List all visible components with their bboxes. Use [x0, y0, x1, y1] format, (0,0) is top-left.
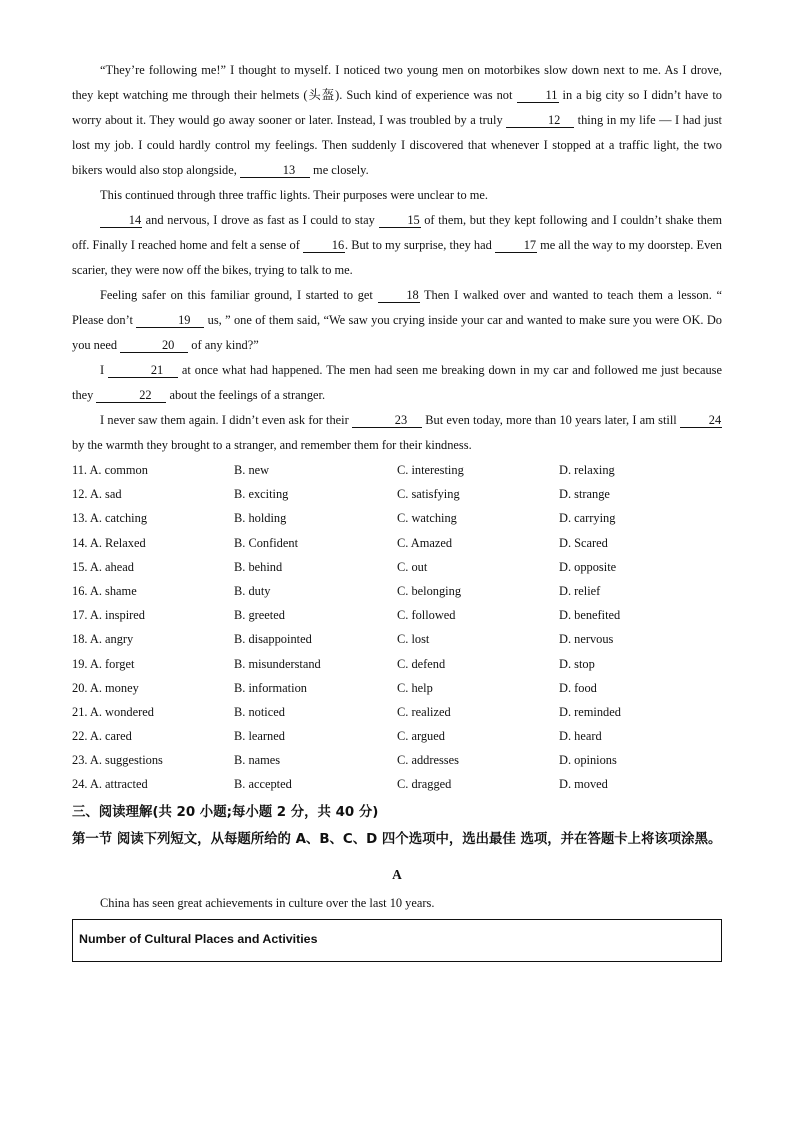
- option-c: C. dragged: [397, 777, 452, 792]
- option-c: C. realized: [397, 704, 451, 719]
- passage-paragraph-4: [72, 283, 722, 358]
- passage-paragraph-1: [72, 58, 722, 183]
- text: at once what had happened. The men had seen me breaking down in my car and followed me just because they: [72, 363, 722, 402]
- option-row-18: [72, 627, 722, 651]
- option-b: B. new: [234, 463, 270, 477]
- text: I: [100, 363, 109, 377]
- text: me closely.: [309, 163, 369, 177]
- text: in a big city so I didn’t have to worry about it. They would go away sooner or later. Instead, I was troubled by a truly: [72, 88, 722, 127]
- text: and nervous, I drove as fast as I could to stay: [142, 213, 379, 227]
- exam-page: [72, 58, 722, 962]
- option-b: B. disappointed: [234, 632, 312, 647]
- option-c: C. belonging: [397, 583, 462, 598]
- option-b: B. noticed: [234, 704, 285, 719]
- text: But even today, more than 10 years later, I am still: [422, 413, 680, 427]
- blank-17: 17: [495, 238, 537, 253]
- option-c: C. help: [397, 680, 433, 695]
- option-row-20: [72, 676, 722, 700]
- option-d: D. stop: [559, 656, 595, 671]
- option-c: C. lost: [397, 632, 430, 647]
- option-b: B. exciting: [234, 487, 289, 502]
- passage-paragraph-5: [72, 358, 722, 408]
- option-row-23: [72, 748, 722, 772]
- blank-14: 14: [100, 213, 142, 228]
- option-row-19: [72, 652, 722, 676]
- option-a: 22. A. cared: [72, 729, 132, 744]
- option-b: B. names: [234, 753, 281, 768]
- option-c: C. addresses: [397, 753, 459, 768]
- option-d: D. benefited: [559, 608, 621, 623]
- option-d: D. relief: [559, 583, 601, 598]
- option-a: 14. A. Relaxed: [72, 535, 146, 550]
- option-row-16: [72, 579, 722, 603]
- option-d: D. food: [559, 680, 597, 695]
- option-a: 16. A. shame: [72, 583, 137, 598]
- option-c: C. satisfying: [397, 487, 460, 502]
- blank-24: 24: [680, 413, 722, 428]
- option-a: 23. A. suggestions: [72, 753, 163, 768]
- passage-paragraph-2: This continued through three traffic lights. Their purposes were unclear to me.: [100, 188, 489, 202]
- option-a: 12. A. sad: [72, 487, 122, 502]
- blank-13: 13: [240, 163, 310, 178]
- blank-20: 20: [120, 338, 188, 353]
- text: us, ” one of them said, “We saw you crying inside your car and wanted to make sure you were OK. Do you need: [72, 313, 722, 352]
- blank-21: 21: [108, 363, 178, 378]
- passage-paragraph-6: [72, 408, 722, 458]
- option-b: B. information: [234, 680, 307, 695]
- option-c: C. interesting: [397, 463, 464, 477]
- text: by the warmth they brought to a stranger, and remember them for their kindness.: [72, 438, 472, 452]
- option-a: 20. A. money: [72, 680, 139, 695]
- option-c: C. defend: [397, 656, 446, 671]
- option-a: 19. A. forget: [72, 656, 135, 671]
- option-b: B. learned: [234, 729, 285, 744]
- option-a: 24. A. attracted: [72, 777, 148, 792]
- text: of them, but they kept following and I couldn’t shake them off. Finally I reached home and felt a sense of: [72, 213, 722, 252]
- option-a: 13. A. catching: [72, 511, 148, 526]
- section-heading: 三、阅读理解(共 20 小题;每小题 2 分，共 40 分): [72, 804, 379, 820]
- blank-15: 15: [379, 213, 421, 228]
- passage-intro: China has seen great achievements in culture over the last 10 years.: [100, 895, 435, 910]
- blank-11: 11: [517, 88, 559, 103]
- option-d: D. heard: [559, 729, 602, 744]
- blank-23: 23: [352, 413, 422, 428]
- option-row-21: [72, 700, 722, 724]
- text: Feeling safer on this familiar ground, I started to get: [100, 288, 378, 302]
- option-b: B. greeted: [234, 608, 285, 623]
- text: Then I walked over and wanted to teach them a lesson. “ Please don’t: [72, 288, 722, 327]
- option-a: 21. A. wondered: [72, 704, 154, 719]
- text: me all the way to my doorstep. Even scarier, they were now off the bikes, trying to talk to me.: [72, 238, 722, 277]
- passage-paragraph-3: [72, 208, 722, 283]
- options-list: [72, 458, 722, 797]
- blank-19: 19: [136, 313, 204, 328]
- option-row-24: [72, 772, 722, 796]
- option-d: D. carrying: [559, 511, 616, 526]
- option-c: C. Amazed: [397, 535, 453, 550]
- text: “They’re following me!” I thought to myself. I noticed two young men on motorbikes slow down next to me. As I drove, they kept watching me through their helmets (头盔). Such kind of experience was not: [72, 63, 722, 102]
- option-a: 17. A. inspired: [72, 608, 145, 623]
- option-d: D. reminded: [559, 704, 621, 719]
- option-row-22: [72, 724, 722, 748]
- option-c: C. out: [397, 559, 428, 574]
- option-a: 15. A. ahead: [72, 559, 134, 574]
- option-row-14: [72, 531, 722, 555]
- option-c: C. followed: [397, 608, 456, 623]
- data-table: [72, 919, 722, 962]
- option-a: 11. A. common: [72, 463, 148, 477]
- option-d: D. moved: [559, 777, 608, 792]
- option-row-15: [72, 555, 722, 579]
- text: I never saw them again. I didn’t even ask for their: [100, 413, 352, 427]
- option-d: D. Scared: [559, 535, 608, 550]
- option-row-17: [72, 603, 722, 627]
- option-row-12: [72, 482, 722, 506]
- option-a: 18. A. angry: [72, 632, 134, 647]
- option-b: B. holding: [234, 511, 287, 526]
- blank-16: 16: [303, 238, 345, 253]
- option-d: D. strange: [559, 487, 610, 502]
- option-b: B. Confident: [234, 535, 299, 550]
- option-c: C. argued: [397, 729, 445, 744]
- option-row-11: [72, 458, 722, 482]
- blank-22: 22: [96, 388, 166, 403]
- table-title: Number of Cultural Places and Activities: [79, 931, 318, 946]
- option-d: D. opposite: [559, 559, 617, 574]
- section-instruction: 第一节 阅读下列短文，从每题所给的 A、B、C、D 四个选项中，选出最佳 选项，并在答题卡上将该项涂黑。: [72, 831, 722, 847]
- blank-12: 12: [506, 113, 574, 128]
- text: thing in my life — I had just lost my job. I could hardly control my feelings. Then suddenly I discovered that whenever I stopped at a traffic light, the two bikers would also stop alongside,: [72, 113, 722, 177]
- option-b: B. accepted: [234, 777, 292, 792]
- option-d: D. nervous: [559, 632, 614, 647]
- option-b: B. behind: [234, 559, 283, 574]
- text: about the feelings of a stranger.: [166, 388, 326, 402]
- option-b: B. misunderstand: [234, 656, 321, 671]
- option-b: B. duty: [234, 583, 271, 598]
- text: . But to my surprise, they had: [344, 238, 495, 252]
- passage-letter: A: [392, 866, 402, 882]
- option-d: D. opinions: [559, 753, 617, 768]
- option-d: D. relaxing: [559, 463, 615, 477]
- option-c: C. watching: [397, 511, 457, 526]
- text: of any kind?”: [188, 338, 259, 352]
- blank-18: 18: [378, 288, 420, 303]
- option-row-13: [72, 506, 722, 530]
